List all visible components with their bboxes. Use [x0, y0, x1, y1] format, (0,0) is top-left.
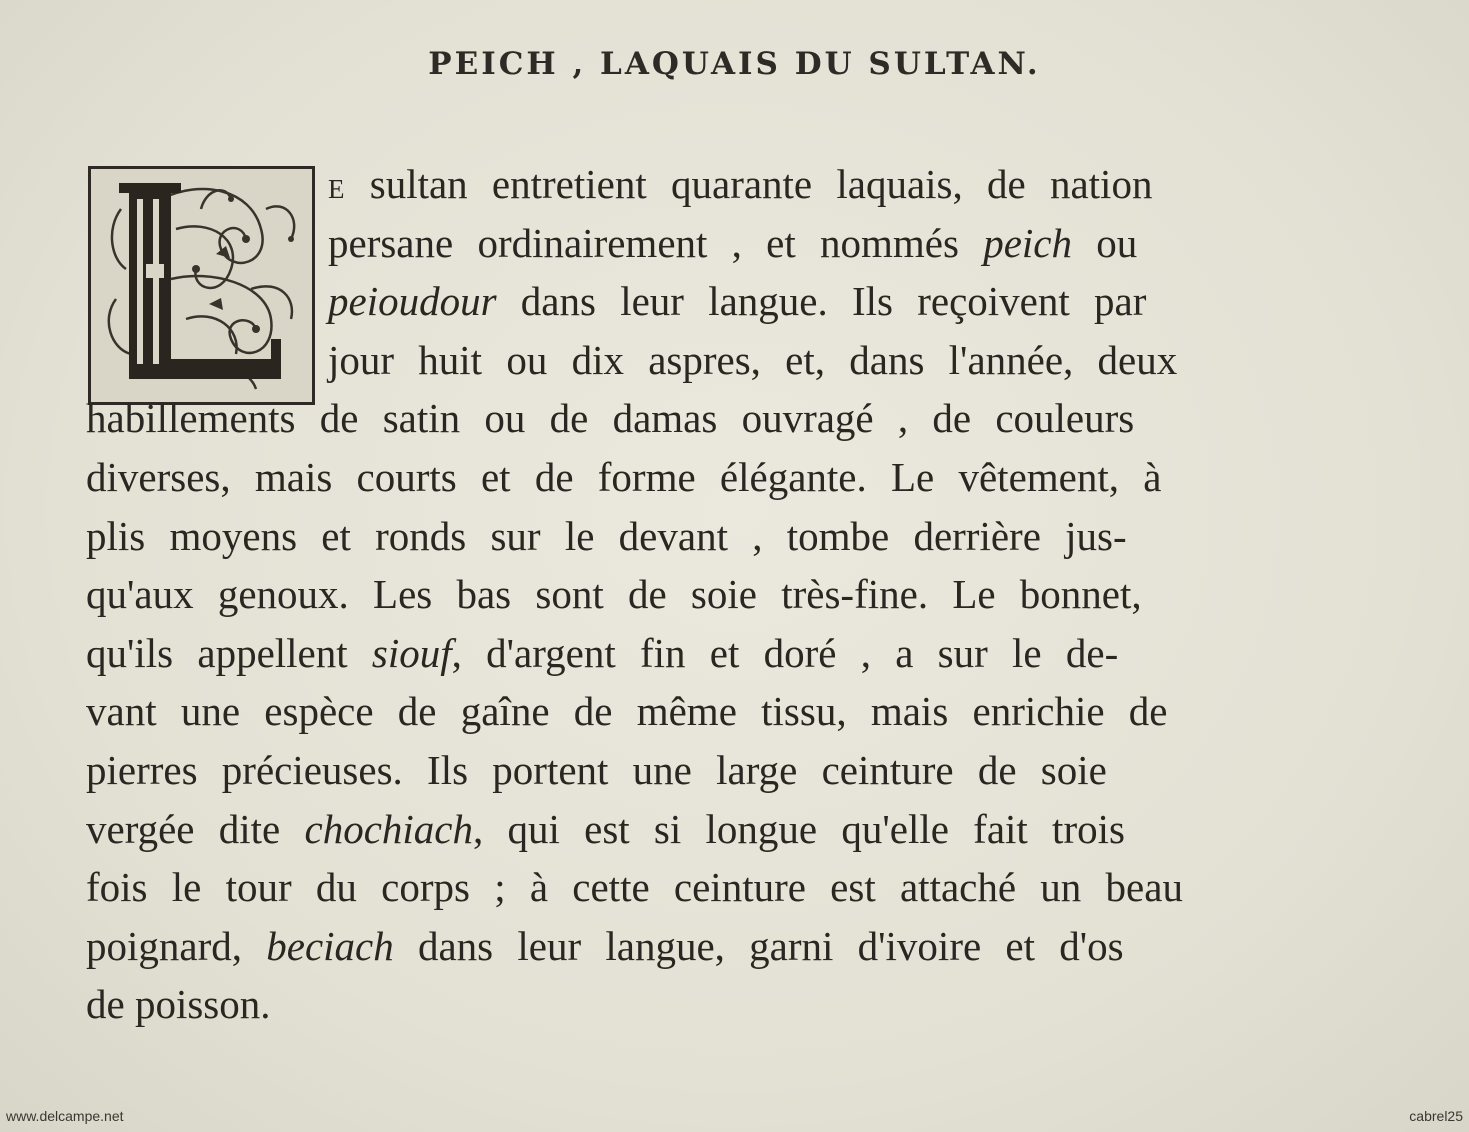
italic-term: peich	[983, 219, 1072, 266]
line-text: vergée dite	[86, 805, 305, 852]
paragraph-line	[86, 805, 1125, 853]
line-text: dans leur langue. Ils reçoivent par	[496, 278, 1147, 325]
line-text: ou	[1072, 219, 1138, 266]
line-text: habillements de satin ou de damas ouvragé , de couleurs	[86, 395, 1135, 442]
line-text: vant une espèce de gaîne de même tissu, mais enrichie de	[86, 688, 1168, 735]
paragraph-line	[328, 277, 1146, 325]
paragraph-line	[86, 746, 1107, 794]
line-text: qu'ils appellent	[86, 629, 372, 676]
ornamental-initial-l	[88, 166, 315, 405]
ornamental-initial-l-icon	[91, 169, 312, 402]
paragraph-line	[86, 512, 1127, 560]
paragraph-line	[328, 219, 1137, 267]
line-text: de poisson.	[86, 981, 271, 1028]
watermark-right: cabrel25	[1409, 1108, 1463, 1124]
line-text: dans leur langue, garni d'ivoire et d'os	[393, 922, 1124, 969]
paragraph-line	[86, 922, 1124, 970]
paragraph-line	[86, 394, 1134, 442]
paragraph-line	[86, 980, 271, 1028]
paragraph-line	[86, 687, 1168, 735]
page-title: PEICH , LAQUAIS DU SULTAN.	[428, 46, 1041, 82]
paragraph-line	[328, 160, 1152, 208]
line-text: , d'argent fin et doré , a sur le de-	[451, 629, 1119, 676]
line-text: persane ordinairement , et nommés	[328, 219, 984, 266]
paragraph-line	[86, 629, 1118, 677]
line-text: diverses, mais courts et de forme élégante. Le vêtement, à	[86, 454, 1162, 500]
line-text: , qui est si longue qu'elle fait trois	[472, 805, 1125, 852]
line-text: poignard,	[86, 922, 267, 969]
italic-term: peioudour	[328, 278, 497, 325]
line-text: jour huit ou dix aspres, et, dans l'année, deux	[328, 336, 1178, 383]
line-text: sultan entretient quarante laquais, de nation	[345, 161, 1153, 207]
paragraph-line	[86, 863, 1183, 911]
italic-term: siouf	[371, 629, 452, 676]
watermark-left: www.delcampe.net	[6, 1108, 124, 1124]
line-text: pierres précieuses. Ils portent une large ceinture de soie	[86, 747, 1107, 793]
paragraph-line	[86, 453, 1161, 501]
dropcap-continuation: E	[328, 174, 346, 204]
italic-term: chochiach	[304, 805, 473, 852]
italic-term: beciach	[266, 922, 394, 969]
paragraph-line	[86, 570, 1142, 618]
line-text: qu'aux genoux. Les bas sont de soie très-fine. Le bonnet,	[86, 571, 1142, 618]
line-text: plis moyens et ronds sur le devant , tombe derrière jus-	[86, 512, 1127, 559]
line-text: fois le tour du corps ; à cette ceinture est attaché un beau	[86, 864, 1183, 911]
paragraph-line	[328, 336, 1177, 384]
